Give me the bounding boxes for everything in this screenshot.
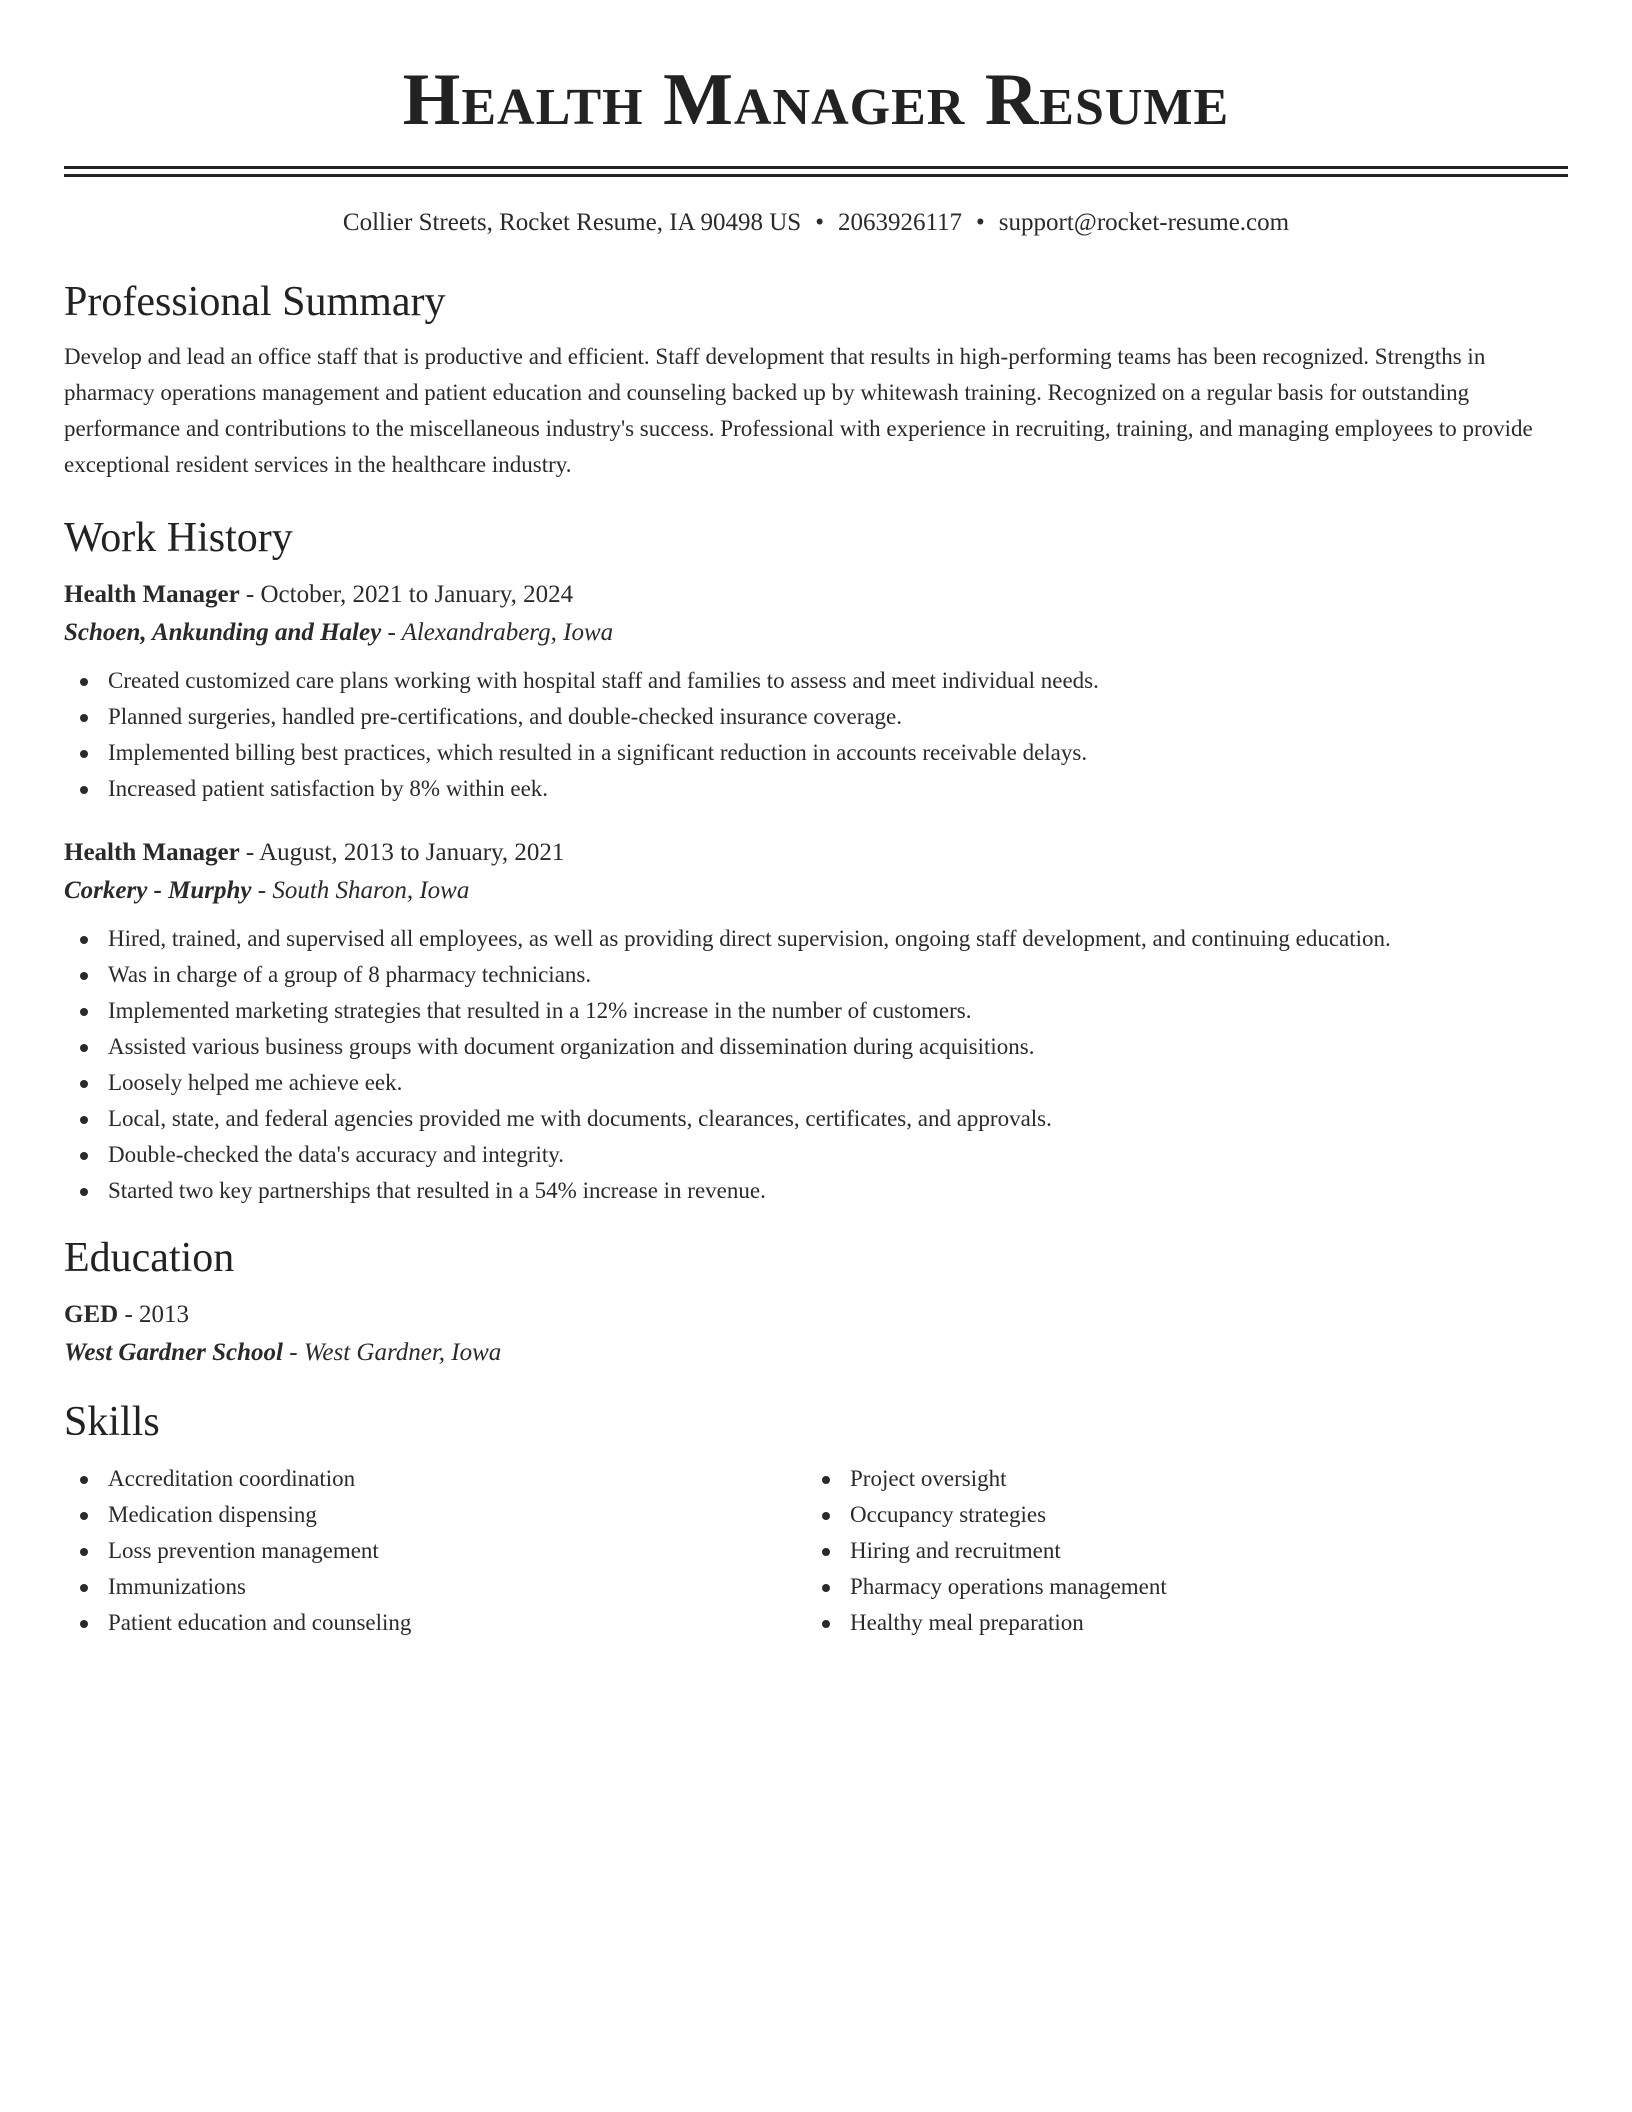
job-company-line [64, 875, 1568, 907]
education-location: - West Gardner, Iowa [289, 1339, 502, 1366]
summary-text: Develop and lead an office staff that is productive and efficient. Staff development that results in high-performing teams has been recognized. Strengths in pharmacy operations management and patient education and counseling backed up by whitewash training. Recognized on a regular basis for outstanding performance and contributions to the miscellaneous industry's success. Professional with experience in recruiting, training, and managing employees to provide exceptional resident services in the healthcare industry. [64, 344, 1533, 477]
skill-item: Occupancy strategies [806, 1497, 1548, 1533]
skill-item: Hiring and recruitment [806, 1533, 1548, 1569]
list-item: Loosely helped me achieve eek. [64, 1065, 1568, 1101]
skill-item: Healthy meal preparation [806, 1605, 1548, 1641]
skill-item: Project oversight [806, 1461, 1548, 1497]
job-role-line [64, 837, 1568, 869]
contact-separator: • [976, 209, 985, 236]
education-school: West Gardner School [64, 1339, 284, 1366]
resume-title: Health Manager Resume [402, 59, 1230, 141]
contact-separator: • [815, 209, 824, 236]
job-dates: - August, 2013 to January, 2021 [245, 839, 565, 866]
skills-columns [64, 1461, 1568, 1641]
list-item: Started two key partnerships that resulted in a 54% increase in revenue. [64, 1173, 1568, 1209]
list-item: Implemented billing best practices, which resulted in a significant reduction in accounts receivable delays. [64, 735, 1568, 771]
list-item: Double-checked the data's accuracy and integrity. [64, 1137, 1568, 1173]
skill-item: Pharmacy operations management [806, 1569, 1548, 1605]
education-school-line [64, 1337, 1568, 1369]
job-entry [64, 579, 1568, 807]
title-divider [64, 166, 1568, 177]
job-location: - South Sharon, Iowa [257, 877, 470, 904]
education-year: - 2013 [124, 1301, 190, 1328]
job-bullets [64, 663, 1568, 807]
education-heading: Education [64, 1235, 235, 1281]
skill-item: Loss prevention management [64, 1533, 806, 1569]
work-history-heading: Work History [64, 515, 293, 561]
job-role-line [64, 579, 1568, 611]
job-entry [64, 837, 1568, 1209]
skill-item: Accreditation coordination [64, 1461, 806, 1497]
job-location: - Alexandraberg, Iowa [387, 619, 614, 646]
list-item: Created customized care plans working with hospital staff and families to assess and meet individual needs. [64, 663, 1568, 699]
skills-list-left [64, 1461, 806, 1641]
list-item: Local, state, and federal agencies provided me with documents, clearances, certificates, and approvals. [64, 1101, 1568, 1137]
education-degree: GED [64, 1301, 119, 1328]
list-item: Assisted various business groups with document organization and dissemination during acquisitions. [64, 1029, 1568, 1065]
job-title: Health Manager [64, 839, 240, 866]
list-item: Implemented marketing strategies that resulted in a 12% increase in the number of customers. [64, 993, 1568, 1029]
job-bullets [64, 921, 1568, 1209]
job-dates: - October, 2021 to January, 2024 [245, 581, 574, 608]
summary-heading: Professional Summary [64, 279, 446, 325]
list-item: Hired, trained, and supervised all employees, as well as providing direct supervision, ongoing staff development, and continuing education. [64, 921, 1568, 957]
skills-heading: Skills [64, 1399, 160, 1445]
contact-line [64, 208, 1568, 238]
skill-item: Medication dispensing [64, 1497, 806, 1533]
list-item: Increased patient satisfaction by 8% within eek. [64, 771, 1568, 807]
skills-list-right [806, 1461, 1548, 1641]
list-item: Planned surgeries, handled pre-certifications, and double-checked insurance coverage. [64, 699, 1568, 735]
list-item: Was in charge of a group of 8 pharmacy technicians. [64, 957, 1568, 993]
job-company: Schoen, Ankunding and Haley [64, 619, 382, 646]
job-company-line [64, 617, 1568, 649]
contact-phone: 2063926117 [837, 209, 963, 236]
skill-item: Patient education and counseling [64, 1605, 806, 1641]
contact-address: Collier Streets, Rocket Resume, IA 90498 US [342, 209, 802, 236]
education-degree-line [64, 1299, 1568, 1331]
job-company: Corkery - Murphy [64, 877, 252, 904]
contact-email: support@rocket-resume.com [998, 209, 1290, 236]
skill-item: Immunizations [64, 1569, 806, 1605]
job-title: Health Manager [64, 581, 240, 608]
education-entry [64, 1299, 1568, 1369]
